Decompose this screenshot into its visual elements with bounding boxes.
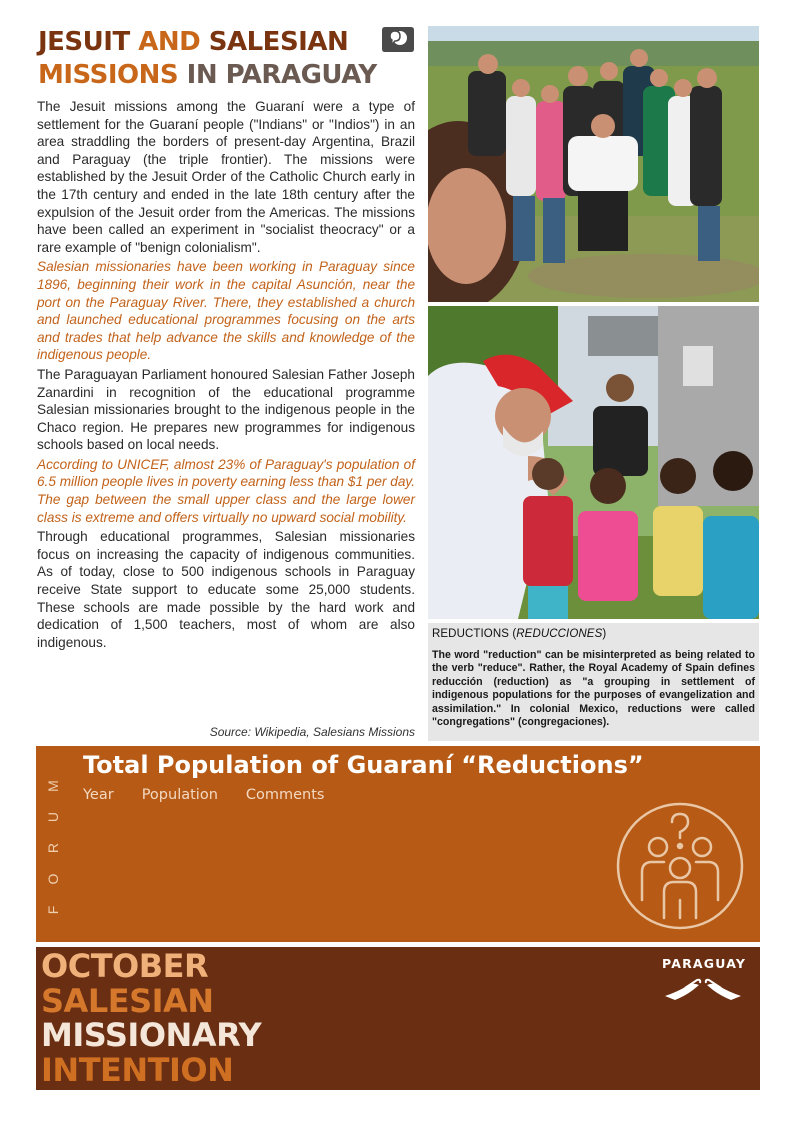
paragraph-unicef: According to UNICEF, almost 23% of Paraguay's population of 6.5 million people lives in poverty earning less than $1 per day. The gap between the small upper class and the large lower class is extreme and offers virtually no upward social mobility. [37, 456, 415, 525]
intention-october: OCTOBER [41, 947, 209, 985]
title-jesuit: JESUIT [38, 27, 130, 57]
forum-letter: O [45, 873, 61, 885]
country-label: PARAGUAY [662, 956, 747, 971]
paragraph-jesuit-missions: The Jesuit missions among the Guaraní were a type of settlement for the Guaraní people ("Indians" or "Indios") in an area straddling the borders of present-day Argentina, Brazil and Paraguay (the triple frontier). The missions were established by the Jesuit Order of the Catholic Church early in the 17th century and ended in the late 18th century after the expulsion of the Jesuit order from the Americas. The missions have been called an experiment in "socialist theocracy" or a rare example of "benign colonialism". [37, 99, 415, 255]
source-credit: Source: Wikipedia, Salesians Missions [209, 725, 415, 739]
reductions-sidebar [428, 623, 759, 741]
population-table-title: Total Population of Guaraní “Reductions” [83, 751, 644, 779]
title-in-paraguay: IN PARAGUAY [178, 60, 377, 90]
intention-salesian: SALESIAN [41, 981, 214, 1020]
hands-icon [663, 976, 743, 1002]
title-salesian: SALESIAN [208, 27, 349, 57]
group-photo [428, 26, 759, 302]
column-comments: Comments [245, 787, 325, 803]
missionary-children-photo [428, 306, 759, 619]
people-group-icon [614, 800, 746, 932]
article-body [37, 98, 415, 653]
title-missions: MISSIONS [38, 60, 179, 90]
intention-missionary: MISSIONARY [41, 1016, 262, 1054]
article-title [38, 26, 383, 92]
paragraph-educational-programmes: Through educational programmes, Salesian missionaries focus on increasing the capacity of indigenous communities. As of today, close to 500 indigenous schools in Paraguay receive State support to educate some 25,000 students. These schools are made possible by the hard work and dedication of 1,500 teachers, most of whom are also indigenous. [37, 529, 415, 650]
forum-letter: R [45, 842, 61, 854]
title-and: AND [129, 27, 209, 57]
column-year: Year [83, 787, 114, 803]
intention-word: INTENTION [41, 1050, 234, 1089]
reductions-heading: REDUCTIONS (REDUCCIONES) [432, 628, 607, 640]
paragraph-parliament: The Paraguayan Parliament honoured Salesian Father Joseph Zanardini in recognition of the educational programme Salesian missionaries brought to the indigenous people in the Chaco region. He prepares new programmes for indigenous schools based on local needs. [37, 366, 415, 453]
forum-vertical-label [46, 778, 60, 918]
forum-letter: M [45, 780, 61, 792]
paragraph-salesian-history: Salesian missionaries have been working in Paraguay since 1896, beginning their work in the capital Asunción, near the port on the Paraguay River. There, they established a church and launched educational programmes focusing on the arts and trades that help advance the skills and knowledge of the indigenous people. [37, 259, 415, 363]
chat-bubble-icon [381, 26, 415, 53]
reductions-text: The word "reduction" can be misinterpreted as being related to the verb "reduce". Rather, the Royal Academy of Spain defines reducción (reduction) as "a grouping in settlement of indigenous populations for the purposes of evangelization and assimilation." In colonial Mexico, reductions were called "congregations" (congregaciones). [432, 649, 755, 729]
forum-letter: U [45, 811, 61, 823]
population-table-header [83, 787, 325, 803]
column-population: Population [141, 787, 218, 803]
intention-heading [41, 949, 261, 1087]
forum-letter: F [45, 905, 61, 915]
